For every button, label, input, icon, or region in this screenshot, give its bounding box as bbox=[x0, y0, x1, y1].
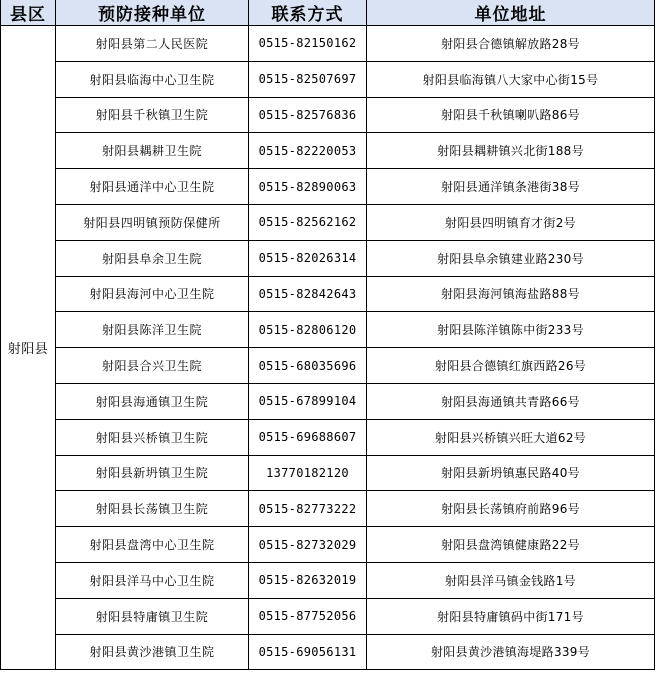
phone-cell: 0515-82150162 bbox=[249, 26, 367, 62]
phone-cell: 0515-82806120 bbox=[249, 312, 367, 348]
address-cell: 射阳县长荡镇府前路96号 bbox=[367, 491, 655, 527]
address-cell: 射阳县四明镇育才街2号 bbox=[367, 204, 655, 240]
address-cell: 射阳县盘湾镇健康路22号 bbox=[367, 527, 655, 563]
table-row bbox=[1, 455, 655, 491]
table-row bbox=[1, 133, 655, 169]
phone-cell: 0515-82842643 bbox=[249, 276, 367, 312]
unit-cell: 射阳县第二人民医院 bbox=[56, 26, 249, 62]
table-header bbox=[1, 0, 655, 26]
address-cell: 射阳县海河镇海盐路88号 bbox=[367, 276, 655, 312]
header-row bbox=[1, 0, 655, 26]
address-cell: 射阳县洋马镇金钱路1号 bbox=[367, 562, 655, 598]
phone-cell: 0515-68035696 bbox=[249, 348, 367, 384]
unit-cell: 射阳县新坍镇卫生院 bbox=[56, 455, 249, 491]
table-body bbox=[1, 26, 655, 670]
unit-cell: 射阳县通洋中心卫生院 bbox=[56, 169, 249, 205]
table-row bbox=[1, 312, 655, 348]
table-row bbox=[1, 562, 655, 598]
table-row bbox=[1, 348, 655, 384]
unit-cell: 射阳县四明镇预防保健所 bbox=[56, 204, 249, 240]
address-cell: 射阳县黄沙港镇海堤路339号 bbox=[367, 634, 655, 670]
unit-cell: 射阳县海河中心卫生院 bbox=[56, 276, 249, 312]
table-row bbox=[1, 491, 655, 527]
phone-cell: 0515-82632019 bbox=[249, 562, 367, 598]
address-cell: 射阳县合德镇红旗西路26号 bbox=[367, 348, 655, 384]
unit-cell: 射阳县兴桥镇卫生院 bbox=[56, 419, 249, 455]
header-contact: 联系方式 bbox=[249, 0, 367, 26]
address-cell: 射阳县陈洋镇陈中街233号 bbox=[367, 312, 655, 348]
county-cell: 射阳县 bbox=[1, 26, 56, 670]
unit-cell: 射阳县耦耕卫生院 bbox=[56, 133, 249, 169]
address-cell: 射阳县合德镇解放路28号 bbox=[367, 26, 655, 62]
table-row bbox=[1, 419, 655, 455]
unit-cell: 射阳县阜余卫生院 bbox=[56, 240, 249, 276]
phone-cell: 0515-87752056 bbox=[249, 598, 367, 634]
table-row bbox=[1, 204, 655, 240]
phone-cell: 0515-82732029 bbox=[249, 527, 367, 563]
header-address: 单位地址 bbox=[367, 0, 655, 26]
address-cell: 射阳县兴桥镇兴旺大道62号 bbox=[367, 419, 655, 455]
phone-cell: 0515-82507697 bbox=[249, 61, 367, 97]
header-county: 县区 bbox=[1, 0, 56, 26]
table-row bbox=[1, 61, 655, 97]
address-cell: 射阳县阜余镇建业路230号 bbox=[367, 240, 655, 276]
unit-cell: 射阳县长荡镇卫生院 bbox=[56, 491, 249, 527]
phone-cell: 0515-67899104 bbox=[249, 383, 367, 419]
phone-cell: 0515-69688607 bbox=[249, 419, 367, 455]
table-row bbox=[1, 634, 655, 670]
address-cell: 射阳县耦耕镇兴北街188号 bbox=[367, 133, 655, 169]
unit-cell: 射阳县海通镇卫生院 bbox=[56, 383, 249, 419]
unit-cell: 射阳县临海中心卫生院 bbox=[56, 61, 249, 97]
table-row bbox=[1, 383, 655, 419]
address-cell: 射阳县千秋镇喇叭路86号 bbox=[367, 97, 655, 133]
unit-cell: 射阳县特庸镇卫生院 bbox=[56, 598, 249, 634]
phone-cell: 0515-82576836 bbox=[249, 97, 367, 133]
unit-cell: 射阳县千秋镇卫生院 bbox=[56, 97, 249, 133]
phone-cell: 0515-82026314 bbox=[249, 240, 367, 276]
table-row bbox=[1, 527, 655, 563]
address-cell: 射阳县特庸镇码中街171号 bbox=[367, 598, 655, 634]
phone-cell: 0515-82220053 bbox=[249, 133, 367, 169]
phone-cell: 0515-82562162 bbox=[249, 204, 367, 240]
phone-cell: 0515-82890063 bbox=[249, 169, 367, 205]
unit-cell: 射阳县合兴卫生院 bbox=[56, 348, 249, 384]
address-cell: 射阳县新坍镇惠民路40号 bbox=[367, 455, 655, 491]
table-row bbox=[1, 97, 655, 133]
unit-cell: 射阳县洋马中心卫生院 bbox=[56, 562, 249, 598]
table-row bbox=[1, 169, 655, 205]
table-row bbox=[1, 598, 655, 634]
table-row bbox=[1, 26, 655, 62]
phone-cell: 0515-69056131 bbox=[249, 634, 367, 670]
table-row bbox=[1, 276, 655, 312]
address-cell: 射阳县海通镇共青路66号 bbox=[367, 383, 655, 419]
unit-cell: 射阳县盘湾中心卫生院 bbox=[56, 527, 249, 563]
phone-cell: 0515-82773222 bbox=[249, 491, 367, 527]
unit-cell: 射阳县陈洋卫生院 bbox=[56, 312, 249, 348]
header-unit: 预防接种单位 bbox=[56, 0, 249, 26]
phone-cell: 13770182120 bbox=[249, 455, 367, 491]
address-cell: 射阳县通洋镇条港街38号 bbox=[367, 169, 655, 205]
table-row bbox=[1, 240, 655, 276]
address-cell: 射阳县临海镇八大家中心街15号 bbox=[367, 61, 655, 97]
unit-cell: 射阳县黄沙港镇卫生院 bbox=[56, 634, 249, 670]
